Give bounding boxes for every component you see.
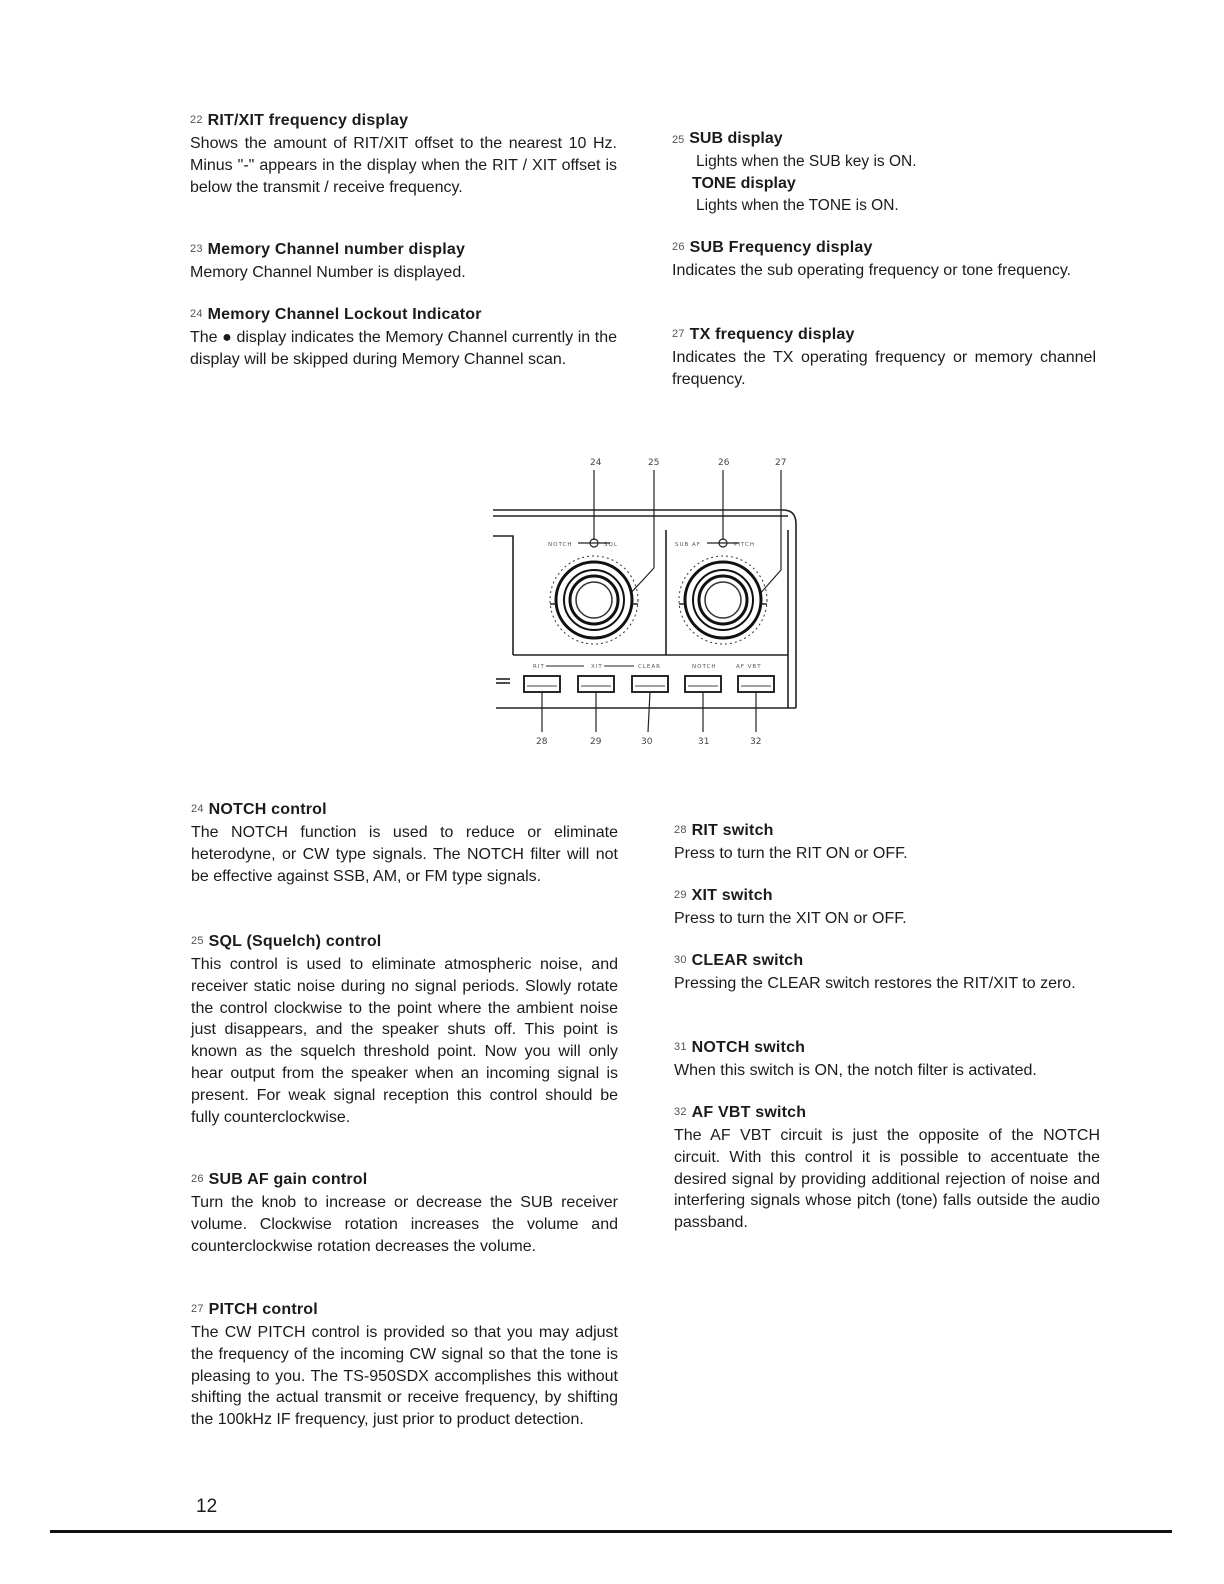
- section-rit-xit-frequency-display: [190, 110, 617, 198]
- section-body: Turn the knob to increase or decrease the SUB receiver volume. Clockwise rotation increases the volume and counterclockwise rotation decreases the volume.: [191, 1194, 618, 1255]
- section-body: Pressing the CLEAR switch restores the RIT/XIT to zero.: [674, 975, 1076, 992]
- section-title: NOTCH switch: [691, 1039, 806, 1056]
- section-title: SUB AF gain control: [208, 1171, 368, 1188]
- section-heading: [672, 324, 1096, 345]
- section-sql-control: [191, 931, 618, 1128]
- button-label-rit: RIT: [533, 664, 545, 670]
- section-heading: [191, 1169, 618, 1190]
- section-body: The ● display indicates the Memory Channel currently in the display will be skipped during Memory Channel scan.: [190, 329, 617, 368]
- callout-top-24: 24: [590, 458, 602, 468]
- section-body: Shows the amount of RIT/XIT offset to the nearest 10 Hz. Minus "-" appears in the display when the RIT / XIT offset is below the transmit / receive frequency.: [190, 135, 617, 196]
- callout-number: 29: [674, 889, 687, 901]
- knob-marker-symbols: [578, 539, 739, 547]
- callout-number: 24: [190, 308, 203, 320]
- callout-number: 26: [672, 241, 685, 253]
- section-heading: [191, 799, 618, 820]
- callout-bottom-31: 31: [698, 737, 710, 747]
- section-title: TX frequency display: [689, 326, 855, 343]
- section-title: AF VBT switch: [691, 1104, 807, 1121]
- section-title: Memory Channel Lockout Indicator: [207, 306, 482, 323]
- button-label-clear: CLEAR: [638, 664, 661, 670]
- callout-number: 31: [674, 1041, 687, 1053]
- section-tx-frequency-display: [672, 324, 1096, 391]
- callout-number: 27: [191, 1303, 204, 1315]
- section-title: NOTCH control: [208, 801, 327, 818]
- knob-label-sub-af: SUB AF: [675, 542, 701, 548]
- section-title: SUB Frequency display: [689, 239, 873, 256]
- section-title: SQL (Squelch) control: [208, 933, 382, 950]
- button-label-xit: XIT: [591, 664, 603, 670]
- clear-button-shape: [632, 676, 668, 692]
- callout-number: 27: [672, 328, 685, 340]
- section-body: The AF VBT circuit is just the opposite of the NOTCH circuit. With this control it is possible to accentuate the desired signal by providing additional rejection of noise and interfering signals whose pitch (tone) falls outside the audio passband.: [674, 1127, 1100, 1232]
- section-sub-af-gain-control: [191, 1169, 618, 1257]
- section-notch-switch: [674, 1037, 1100, 1082]
- section-notch-control: [191, 799, 618, 887]
- section-rit-switch: [674, 820, 1100, 865]
- callout-top-27: 27: [775, 458, 787, 468]
- section-pitch-control: [191, 1299, 618, 1431]
- section-body: Indicates the sub operating frequency or tone frequency.: [672, 262, 1072, 279]
- section-title: RIT switch: [691, 822, 774, 839]
- section-memory-channel-number-display: [190, 239, 617, 284]
- section-af-vbt-switch: [674, 1102, 1100, 1234]
- sub-display-heading: [672, 128, 1100, 151]
- button-label-af-vbt: AF VBT: [736, 664, 762, 670]
- page-number: 12: [196, 1496, 218, 1517]
- knob-label-sql: SQL: [604, 542, 618, 548]
- section-body: Memory Channel Number is displayed.: [190, 264, 466, 281]
- section-heading: [190, 239, 617, 260]
- section-sub-frequency-display: [672, 237, 1096, 282]
- callout-number: 25: [672, 134, 685, 146]
- callout-top-26: 26: [718, 458, 730, 468]
- callout-number: 26: [191, 1173, 204, 1185]
- sub-display-title: SUB display: [689, 130, 783, 147]
- callout-number: 24: [191, 803, 204, 815]
- knob-label-notch: NOTCH: [548, 542, 573, 548]
- callout-number: 22: [190, 114, 203, 126]
- button-row: [524, 676, 774, 692]
- callout-number: 25: [191, 935, 204, 947]
- callout-number: 32: [674, 1106, 687, 1118]
- bottom-leader-lines: [542, 692, 756, 732]
- section-heading: [674, 1102, 1100, 1123]
- callout-bottom-28: 28: [536, 737, 548, 747]
- section-heading: [191, 1299, 618, 1320]
- section-title: CLEAR switch: [691, 952, 804, 969]
- callout-number: 30: [674, 954, 687, 966]
- tone-display-title: TONE display: [692, 175, 796, 192]
- front-panel-diagram: [478, 450, 808, 750]
- section-body: Press to turn the RIT ON or OFF.: [674, 845, 908, 862]
- callout-bottom-32: 32: [750, 737, 762, 747]
- notch-sql-knob: [550, 556, 638, 644]
- notch-button-shape: [685, 676, 721, 692]
- section-body: The CW PITCH control is provided so that you may adjust the frequency of the incoming CW signal so that the tone is pleasing to you. The TS-950SDX accomplishes this without shifting the actual transmit or receive frequency, by shifting the 100kHz IF frequency, just prior to product detection.: [191, 1324, 618, 1429]
- section-title: Memory Channel number display: [207, 241, 466, 258]
- af-vbt-button-shape: [738, 676, 774, 692]
- section-body: When this switch is ON, the notch filter is activated.: [674, 1062, 1037, 1079]
- sub-display-text: Lights when the SUB key is ON.: [696, 153, 917, 170]
- section-heading: [190, 304, 617, 325]
- button-label-notch: NOTCH: [692, 664, 717, 670]
- front-panel-illustration: [478, 450, 808, 750]
- tone-display-text: Lights when the TONE is ON.: [696, 197, 899, 214]
- footer-rule: [50, 1530, 1172, 1533]
- section-heading: [672, 237, 1096, 258]
- section-body: The NOTCH function is used to reduce or eliminate heterodyne, or CW type signals. The NOTCH filter will not be effective against SSB, AM, or FM type signals.: [191, 824, 618, 885]
- section-xit-switch: [674, 885, 1100, 930]
- xit-button-shape: [578, 676, 614, 692]
- section-heading: [191, 931, 618, 952]
- rit-button-shape: [524, 676, 560, 692]
- section-clear-switch: [674, 950, 1100, 995]
- section-body: Press to turn the XIT ON or OFF.: [674, 910, 907, 927]
- knob-label-pitch: PITCH: [734, 542, 755, 548]
- section-body: This control is used to eliminate atmospheric noise, and receiver static noise during no signal periods. Slowly rotate the control clockwise to the point where the ambient noise just disappears, and the speaker shuts off. This point is known as the squelch threshold point. Now you will only hear output from the speaker when an incoming signal is present. For weak signal reception this control should be fully counterclockwise.: [191, 956, 618, 1126]
- callout-bottom-29: 29: [590, 737, 602, 747]
- section-heading: [674, 950, 1100, 971]
- section-heading: [190, 110, 617, 131]
- callout-number: 28: [674, 824, 687, 836]
- section-heading: [674, 820, 1100, 841]
- section-body: Indicates the TX operating frequency or memory channel frequency.: [672, 349, 1096, 388]
- section-memory-channel-lockout-indicator: [190, 304, 617, 371]
- section-title: XIT switch: [691, 887, 773, 904]
- callout-bottom-30: 30: [641, 737, 653, 747]
- section-heading: [674, 885, 1100, 906]
- section-title: PITCH control: [208, 1301, 318, 1318]
- section-heading: [674, 1037, 1100, 1058]
- callout-number: 23: [190, 243, 203, 255]
- callout-top-25: 25: [648, 458, 660, 468]
- sub-af-pitch-knob: [679, 556, 767, 644]
- section-sub-tone-display: [672, 128, 1100, 217]
- section-title: RIT/XIT frequency display: [207, 112, 409, 129]
